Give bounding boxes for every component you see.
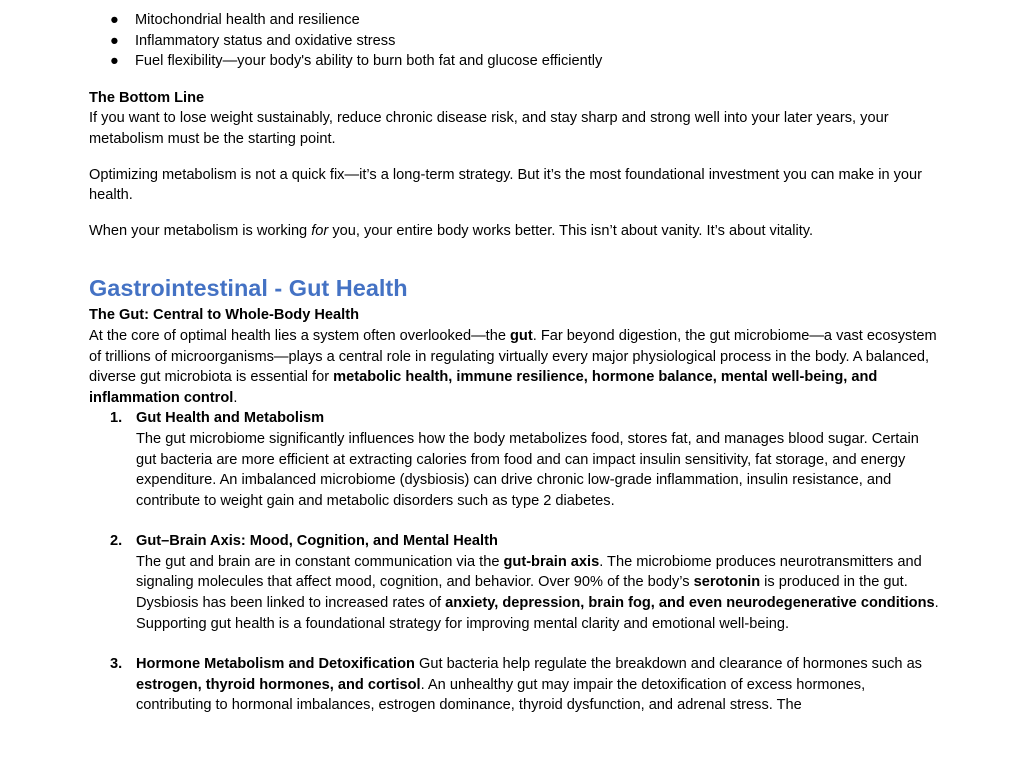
list-item: ● Fuel flexibility—your body's ability to burn both fat and glucose efficiently <box>135 51 939 72</box>
list-item <box>110 654 939 716</box>
bullet-icon: ● <box>110 12 119 28</box>
bottom-line-paragraph-3: When your metabolism is working for you, your entire body works better. This isn’t about vanity. It’s about vitality. <box>89 222 814 239</box>
list-item: ● Mitochondrial health and resilience <box>135 10 939 31</box>
bullet-list <box>89 10 939 72</box>
bottom-line-heading: The Bottom Line <box>89 89 205 106</box>
item-body: Hormone Metabolism and Detoxification Gut bacteria help regulate the breakdown and clearance of hormones such as estrogen, thyroid hormones, and cortisol. An unhealthy gut may impair the detoxification of excess hormones, contributing to hormonal imbalances, estrogen dominance, thyroid dysfunction, and adrenal stress. The <box>136 656 922 714</box>
section-title: Gastrointestinal - Gut Health <box>89 275 408 302</box>
bullet-icon: ● <box>110 32 119 49</box>
item-title: Gut Health and Metabolism <box>136 410 325 427</box>
item-number: 2. <box>110 533 123 550</box>
item-title: Gut–Brain Axis: Mood, Cognition, and Mental Health <box>136 533 498 550</box>
emphasis-for: for <box>311 222 329 239</box>
bottom-line-paragraph-1: If you want to lose weight sustainably, reduce chronic disease risk, and stay sharp and strong well into your later years, your metabolism must be the starting point. <box>89 110 889 147</box>
gut-intro-paragraph: At the core of optimal health lies a system often overlooked—the gut. Far beyond digestion, the gut microbiome—a vast ecosystem of trillions of microorganisms—plays a central role in regulating virtually every major physiological process in the body. A balanced, diverse gut microbiota is essential for metabolic health, immune resilience, hormone balance, mental well-being, and inflammation control. <box>89 327 937 406</box>
list-item: ● Inflammatory status and oxidative stress <box>135 31 939 52</box>
gut-subheading: The Gut: Central to Whole-Body Health <box>89 307 359 324</box>
item-body: The gut and brain are in constant communication via the gut-brain axis. The microbiome produces neurotransmitters and signaling molecules that affect mood, cognition, and behavior. Over 90% of the body’s serotonin is produced in the gut. Dysbiosis has been linked to increased rates of anxiety, depression, brain fog, and even neurodegenerative conditions. Supporting gut health is a foundational strategy for improving mental clarity and emotional well-being. <box>136 553 939 632</box>
bottom-line-paragraph-2: Optimizing metabolism is not a quick fix—it’s a long-term strategy. But it’s the most foundational investment you can make in your health. <box>89 166 923 204</box>
numbered-list <box>89 408 939 716</box>
item-title: Hormone Metabolism and Detoxification <box>136 656 415 673</box>
item-number: 1. <box>110 410 123 427</box>
list-item <box>110 408 939 531</box>
item-number: 3. <box>110 656 123 673</box>
bullet-icon: ● <box>110 53 119 70</box>
item-body: The gut microbiome significantly influences how the body metabolizes food, stores fat, and manages blood sugar. Certain gut bacteria are more efficient at extracting calories from food and can impact insulin sensitivity, fat storage, and energy expenditure. An imbalanced microbiome (dysbiosis) can drive chronic low-grade inflammation, insulin resistance, and contribute to weight gain and metabolic disorders such as type 2 diabetes. <box>136 430 919 509</box>
list-item <box>110 531 939 654</box>
document-page <box>89 10 939 716</box>
